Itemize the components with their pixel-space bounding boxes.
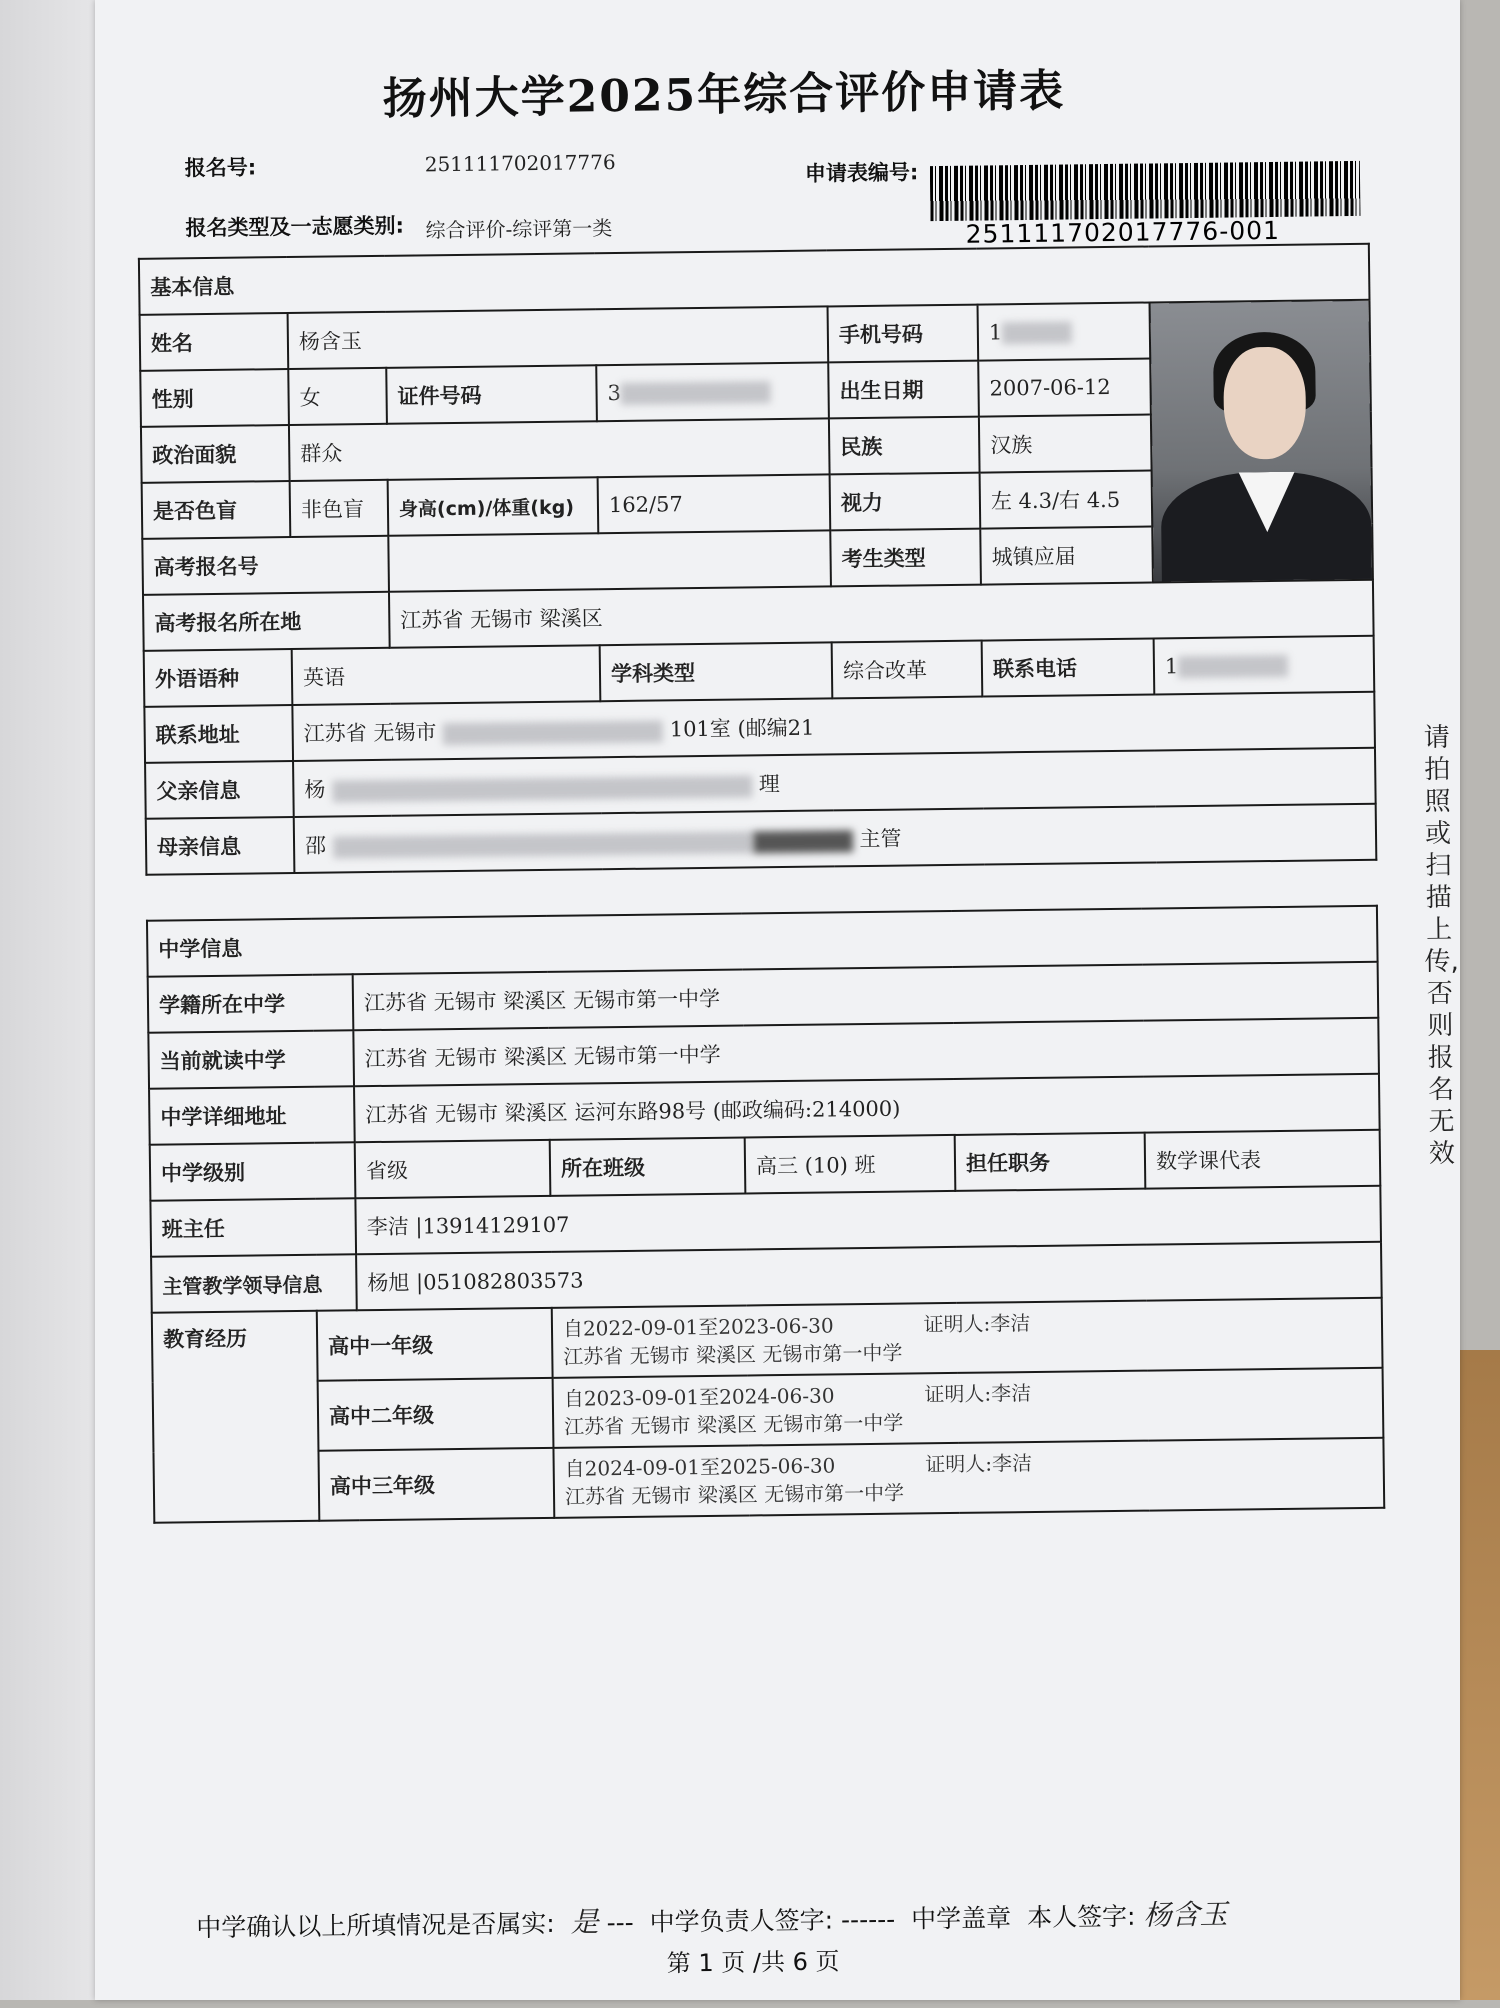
teacher-label: 班主任 xyxy=(150,1198,356,1257)
phone-value: 1 xyxy=(988,320,1003,345)
edu-school-1: 江苏省 无锡市 梁溪区 无锡市第一中学 xyxy=(563,1340,903,1369)
basic-info-table xyxy=(138,243,1377,876)
school-level-label: 中学级别 xyxy=(150,1142,356,1201)
type-value: 综合评价-综评第一类 xyxy=(425,216,613,243)
father-value-end: 理 xyxy=(758,772,780,797)
address-label: 联系地址 xyxy=(144,705,293,763)
reg-school-value: 江苏省 无锡市 梁溪区 无锡市第一中学 xyxy=(353,962,1379,1031)
edu-grade-3: 高中三年级 xyxy=(318,1448,554,1521)
form-no-label: 申请表编号: xyxy=(804,160,919,186)
edu-period-1: 自2022-09-01至2023-06-30 xyxy=(562,1313,834,1341)
id-value: 3 xyxy=(607,380,622,405)
name-value: 杨含玉 xyxy=(288,306,829,369)
candidate-type-label: 考生类型 xyxy=(830,529,981,587)
phone-label: 手机号码 xyxy=(828,305,979,363)
edu-grade-1: 高中一年级 xyxy=(317,1308,553,1381)
colorblind-label: 是否色盲 xyxy=(142,481,291,539)
page-number: 第 1 页 /共 6 页 xyxy=(666,1947,840,1978)
name-label: 姓名 xyxy=(140,313,289,371)
height-weight-label: 身高(cm)/体重(kg) xyxy=(388,477,599,536)
side-note: 请拍照或扫描上传,否则报名无效 xyxy=(1423,722,1460,1170)
edu-school-2: 江苏省 无锡市 梁溪区 无锡市第一中学 xyxy=(564,1410,904,1439)
barcode-number: 251111702017776-001 xyxy=(965,215,1281,249)
redaction xyxy=(333,831,753,858)
leader-value: 杨旭 |051082803573 xyxy=(356,1242,1382,1311)
gender-value: 女 xyxy=(288,368,387,425)
redaction xyxy=(332,775,752,802)
mother-value-end: 主管 xyxy=(859,826,902,852)
reg-school-label: 学籍所在中学 xyxy=(148,974,354,1033)
subject-label: 学科类型 xyxy=(600,642,833,701)
contact-phone-cell xyxy=(1154,636,1375,695)
mother-cell xyxy=(294,804,1377,873)
section-basic: 基本信息 xyxy=(139,244,1370,315)
edu-cert-1: 证明人:李洁 xyxy=(923,1311,1031,1337)
school-level-value: 省级 xyxy=(355,1140,551,1198)
exam-location-value: 江苏省 无锡市 梁溪区 xyxy=(389,580,1374,648)
id-cell xyxy=(596,362,829,421)
language-label: 外语语种 xyxy=(144,649,293,707)
contact-phone-value: 1 xyxy=(1164,653,1179,679)
school-info-table xyxy=(146,905,1385,1524)
ethnic-value: 汉族 xyxy=(979,414,1152,472)
self-sign-label: 本人签字: xyxy=(1026,1901,1136,1933)
father-value-start: 杨 xyxy=(304,777,326,802)
form-sheet xyxy=(123,0,1460,2008)
edu-period-2: 自2023-09-01至2024-06-30 xyxy=(563,1383,835,1411)
vision-value: 左 4.3/右 4.5 xyxy=(980,470,1153,528)
dash: --- xyxy=(606,1907,634,1938)
page-title: 扬州大学2025年综合评价申请表 xyxy=(382,65,1066,125)
mother-label: 母亲信息 xyxy=(146,817,295,875)
section-school: 中学信息 xyxy=(147,906,1378,977)
address-value-end: 101室 (邮编21 xyxy=(669,715,815,742)
class-label: 所在班级 xyxy=(550,1138,746,1196)
edu-detail-1 xyxy=(552,1298,1383,1378)
teacher-value: 李洁 |13914129107 xyxy=(355,1186,1381,1255)
current-school-label: 当前就读中学 xyxy=(148,1030,354,1089)
edu-grade-2: 高中二年级 xyxy=(318,1378,554,1451)
duty-value: 数学课代表 xyxy=(1145,1130,1381,1189)
type-label: 报名类型及一志愿类别: xyxy=(185,213,405,241)
leader-label: 主管教学领导信息 xyxy=(151,1254,357,1313)
school-address-value: 江苏省 无锡市 梁溪区 运河东路98号 (邮政编码:214000) xyxy=(354,1074,1380,1143)
footer xyxy=(196,1893,1236,1946)
redaction xyxy=(1178,655,1288,678)
redaction xyxy=(753,830,853,853)
candidate-type-value: 城镇应届 xyxy=(980,526,1153,584)
head-signature: 中学负责人签字: ------ xyxy=(649,1904,896,1937)
confirm-text: 中学确认以上所填情况是否属实: xyxy=(196,1908,555,1943)
exam-no-value xyxy=(388,530,831,591)
ethnic-label: 民族 xyxy=(829,417,980,475)
stamp-label: 中学盖章 xyxy=(910,1903,1012,1934)
subject-value: 综合改革 xyxy=(832,641,983,699)
address-value-start: 江苏省 无锡市 xyxy=(303,720,437,746)
redaction xyxy=(443,720,663,745)
duty-label: 担任职务 xyxy=(955,1133,1146,1191)
vision-label: 视力 xyxy=(830,473,981,531)
reg-no-value: 251111702017776 xyxy=(424,150,616,177)
exam-location-label: 高考报名所在地 xyxy=(143,592,390,651)
birth-value: 2007-06-12 xyxy=(978,358,1151,416)
edu-detail-3 xyxy=(553,1438,1384,1518)
birth-label: 出生日期 xyxy=(828,361,979,419)
photo-face xyxy=(1223,347,1306,460)
contact-phone-label: 联系电话 xyxy=(982,638,1155,696)
height-weight-value: 162/57 xyxy=(598,474,831,533)
barcode-icon xyxy=(930,161,1361,221)
current-school-value: 江苏省 无锡市 梁溪区 无锡市第一中学 xyxy=(353,1018,1379,1087)
background-left-page xyxy=(0,0,110,2000)
gender-label: 性别 xyxy=(140,369,289,427)
exam-no-label: 高考报名号 xyxy=(142,536,389,595)
politics-label: 政治面貌 xyxy=(141,425,290,483)
paper-sheet xyxy=(95,0,1460,2000)
edu-period-3: 自2024-09-01至2025-06-30 xyxy=(564,1453,836,1481)
confirm-signature: 是 xyxy=(570,1905,599,1939)
redaction xyxy=(621,381,771,405)
class-value: 高三 (10) 班 xyxy=(745,1135,956,1194)
phone-cell xyxy=(978,302,1151,360)
education-label: 教育经历 xyxy=(152,1311,320,1523)
father-label: 父亲信息 xyxy=(145,761,294,819)
edu-school-3: 江苏省 无锡市 梁溪区 无锡市第一中学 xyxy=(564,1480,905,1509)
politics-value: 群众 xyxy=(289,418,830,481)
photo-portrait xyxy=(1150,300,1373,583)
redaction xyxy=(1002,322,1072,345)
id-label: 证件号码 xyxy=(386,365,597,424)
edu-cert-2: 证明人:李洁 xyxy=(924,1381,1032,1407)
self-signature: 杨含玉 xyxy=(1143,1897,1228,1932)
colorblind-value: 非色盲 xyxy=(290,480,389,537)
reg-no-label: 报名号: xyxy=(184,155,257,181)
edu-detail-2 xyxy=(553,1368,1384,1448)
mother-value-start: 邵 xyxy=(304,833,327,858)
language-value: 英语 xyxy=(292,645,601,705)
school-address-label: 中学详细地址 xyxy=(149,1086,355,1145)
edu-cert-3: 证明人:李洁 xyxy=(925,1451,1033,1477)
